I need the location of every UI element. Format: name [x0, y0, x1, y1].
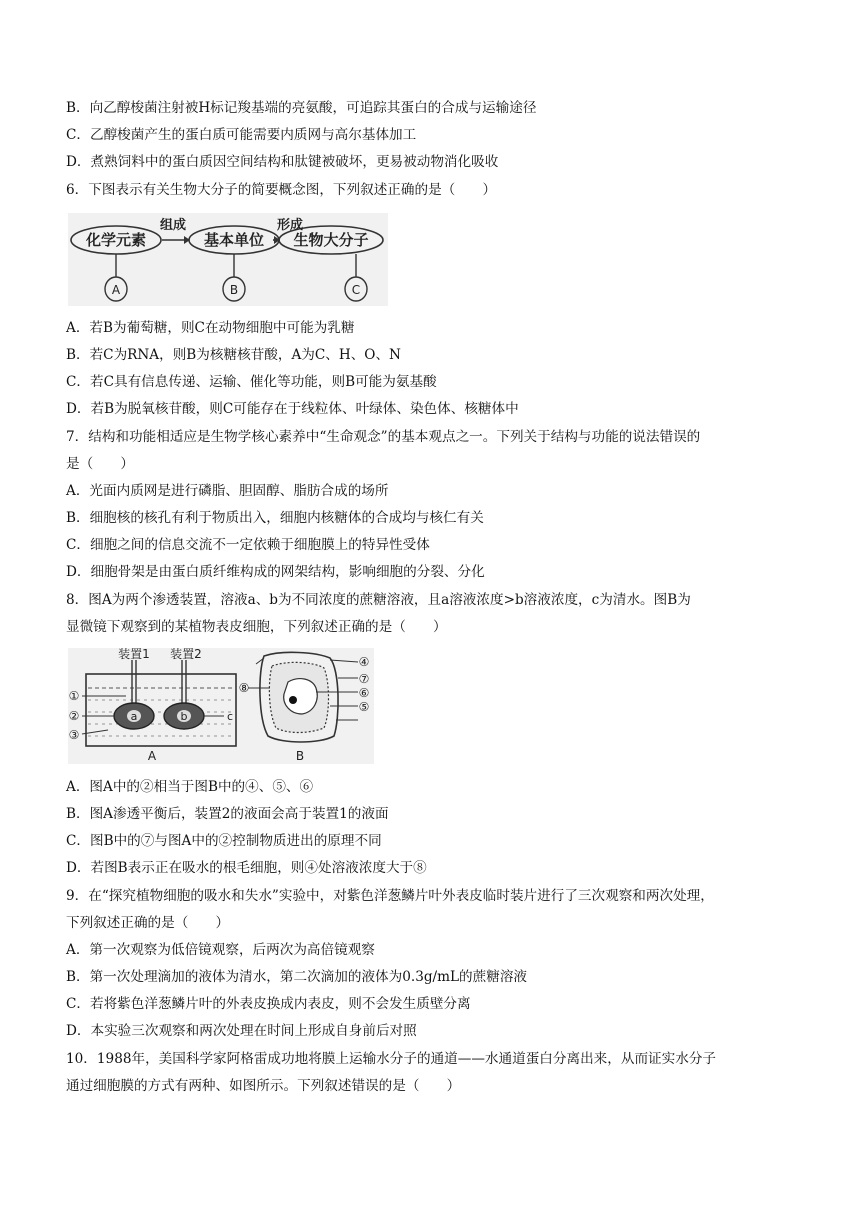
concept-map-svg: [68, 213, 388, 306]
node-basic-unit: 基本单位: [203, 231, 265, 249]
q5-option-b: B．向乙醇梭菌注射被H标记羧基端的亮氨酸，可追踪其蛋白的合成与运输途径: [66, 100, 537, 116]
marker-7: ⑦: [358, 672, 370, 686]
q5-option-c: C．乙醇梭菌产生的蛋白质可能需要内质网与高尔基体加工: [66, 127, 417, 143]
q8-option-d: D．若图B表示正在吸水的根毛细胞，则④处溶液浓度大于⑧: [66, 860, 427, 876]
label-a: A: [111, 283, 121, 297]
q9-option-a: A．第一次观察为低倍镜观察，后两次为高倍镜观察: [66, 942, 375, 958]
device-2-label: 装置2: [170, 648, 202, 661]
q6-concept-map-figure: [68, 213, 388, 306]
figure-a-caption: A: [147, 749, 157, 763]
label-c: C: [351, 283, 361, 297]
q9-stem-line1: 9．在“探究植物细胞的吸水和失水”实验中，对紫色洋葱鳞片叶外表皮临时装片进行了三次观察和两次处理，: [66, 888, 714, 904]
marker-4: ④: [358, 655, 370, 669]
solution-b-label: b: [180, 710, 188, 723]
q9-stem-line2: 下列叙述正确的是（ ）: [66, 915, 230, 931]
marker-6: ⑥: [358, 686, 370, 700]
marker-3: ③: [68, 728, 80, 742]
figure-b-caption: B: [295, 749, 305, 763]
device-1-label: 装置1: [118, 648, 150, 661]
q8-osmosis-figure: [68, 648, 374, 764]
marker-5: ⑤: [358, 700, 370, 714]
osmosis-figure-svg: [68, 648, 374, 764]
q6-option-c: C．若C具有信息传递、运输、催化等功能，则B可能为氨基酸: [66, 374, 437, 390]
q6-option-b: B．若C为RNA，则B为核糖核苷酸，A为C、H、O、N: [66, 347, 401, 363]
solution-a-label: a: [130, 710, 138, 723]
q8-option-a: A．图A中的②相当于图B中的④、⑤、⑥: [66, 779, 314, 795]
arrow-label-form: 形成: [276, 218, 304, 233]
node-macromolecule: 生物大分子: [293, 231, 369, 249]
q7-option-b: B．细胞核的核孔有利于物质出入，细胞内核糖体的合成均与核仁有关: [66, 510, 484, 526]
q8-option-c: C．图B中的⑦与图A中的②控制物质进出的原理不同: [66, 833, 382, 849]
q8-stem-line2: 显微镜下观察到的某植物表皮细胞，下列叙述正确的是（ ）: [66, 619, 447, 635]
q5-option-d: D．煮熟饲料中的蛋白质因空间结构和肽键被破坏，更易被动物消化吸收: [66, 154, 499, 170]
q7-option-d: D．细胞骨架是由蛋白质纤维构成的网架结构，影响细胞的分裂、分化: [66, 564, 485, 580]
node-chemical-elements: 化学元素: [85, 231, 147, 249]
q9-option-b: B．第一次处理滴加的液体为清水，第二次滴加的液体为0.3g/mL的蔗糖溶液: [66, 969, 528, 985]
q7-stem-line1: 7．结构和功能相适应是生物学核心素养中“生命观念”的基本观点之一。下列关于结构与功能的说法错误的: [66, 429, 701, 445]
label-b: B: [229, 283, 239, 297]
q7-option-a: A．光面内质网是进行磷脂、胆固醇、脂肪合成的场所: [66, 483, 389, 499]
marker-8: ⑧: [238, 681, 250, 695]
q10-stem-line1: 10．1988年，美国科学家阿格雷成功地将膜上运输水分子的通道——水通道蛋白分离出来，从而证实水分子: [66, 1051, 717, 1067]
q10-stem-line2: 通过细胞膜的方式有两种、如图所示。下列叙述错误的是（ ）: [66, 1078, 461, 1094]
q8-stem-line1: 8．图A为两个渗透装置，溶液a、b为不同浓度的蔗糖溶液，且a溶液浓度>b溶液浓度，c为清水。图B为: [66, 592, 691, 608]
q7-stem-line2: 是（ ）: [66, 456, 134, 472]
q9-option-c: C．若将紫色洋葱鳞片叶的外表皮换成内表皮，则不会发生质壁分离: [66, 996, 471, 1012]
marker-1: ①: [68, 689, 80, 703]
q9-option-d: D．本实验三次观察和两次处理在时间上形成自身前后对照: [66, 1023, 417, 1039]
solution-c-label: c: [226, 710, 234, 723]
q7-option-c: C．细胞之间的信息交流不一定依赖于细胞膜上的特异性受体: [66, 537, 430, 553]
q6-option-d: D．若B为脱氧核苷酸，则C可能存在于线粒体、叶绿体、染色体、核糖体中: [66, 401, 519, 417]
q6-option-a: A．若B为葡萄糖，则C在动物细胞中可能为乳糖: [66, 320, 355, 336]
marker-2: ②: [68, 709, 80, 723]
arrow-label-compose: 组成: [159, 218, 187, 233]
q6-stem: 6．下图表示有关生物大分子的简要概念图，下列叙述正确的是（ ）: [66, 182, 497, 198]
q8-option-b: B．图A渗透平衡后，装置2的液面会高于装置1的液面: [66, 806, 389, 822]
